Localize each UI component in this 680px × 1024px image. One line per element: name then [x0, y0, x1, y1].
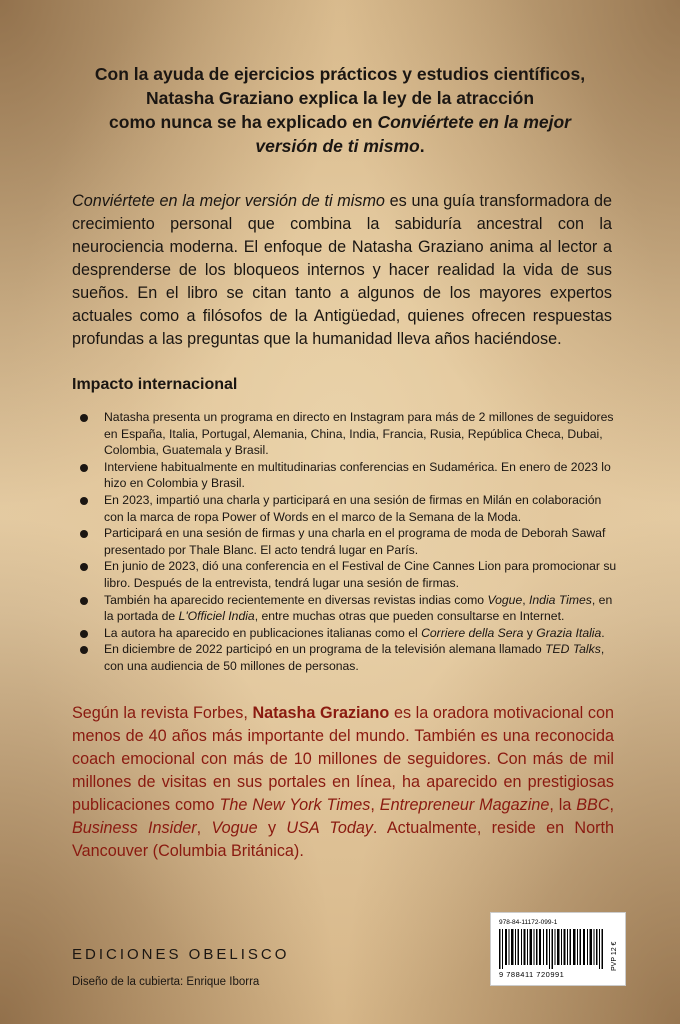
- bio-text: Según la revista Forbes,: [72, 704, 253, 722]
- separator: , la: [549, 796, 577, 814]
- separator: ,: [370, 796, 380, 814]
- pub-usa-today: USA Today: [286, 819, 373, 837]
- isbn-barcode: [490, 912, 626, 986]
- barcode-icon: [499, 929, 603, 969]
- list-item-text: En 2023, impartió una charla y participará en una sesión de firmas en Milán en colaboración con la marca de ropa Power of Words en el marco de la Semana de la Moda.: [104, 492, 602, 524]
- list-item: [92, 592, 622, 625]
- description-book-title: Conviértete en la mejor versión de ti mismo: [72, 192, 385, 210]
- impact-section-title: Impacto internacional: [72, 376, 238, 393]
- list-item-text: En junio de 2023, dió una conferencia en el Festival de Cine Cannes Lion para promocionar su libro. Después de la entrevista, tendrá lugar una sesión de firmas.: [104, 559, 617, 590]
- bullet-icon: [80, 646, 88, 654]
- barcode-digits: 9 788411 720991: [499, 970, 565, 979]
- magazine-lofficiel-india: L'Officiel India: [178, 609, 255, 624]
- list-item-text: También ha aparecido recientemente en diversas revistas indias como: [104, 592, 488, 607]
- pub-bbc: BBC: [576, 796, 610, 814]
- book-description: [72, 190, 612, 351]
- list-item-text: Interviene habitualmente en multitudinarias conferencias en Sudamérica. En enero de 2023 lo hizo en Colombia y Brasil.: [104, 459, 611, 491]
- separator: .: [601, 625, 605, 640]
- separator: y: [257, 819, 287, 837]
- isbn-number: 978-84-11172-099-1: [499, 919, 558, 926]
- author-bio: [72, 702, 614, 863]
- bullet-icon: [80, 630, 88, 638]
- list-item: [92, 492, 622, 525]
- list-item: [92, 525, 622, 558]
- list-item-text: Natasha presenta un programa en directo en Instagram para más de 2 millones de seguidores en España, Italia, Portugal, Alemania, China, India, Francia, Rusia, República Checa, Dubai, Colombia, Guatemala y Brasil.: [104, 410, 614, 458]
- separator: ,: [196, 819, 212, 837]
- list-item-text: , entre muchas otras que pueden consultarse en Internet.: [254, 609, 565, 624]
- pub-entrepreneur: Entrepreneur Magazine: [379, 796, 550, 814]
- price-label: PVP 12 €: [611, 941, 618, 971]
- bullet-icon: [80, 414, 88, 422]
- show-ted-talks: TED Talks: [545, 642, 601, 657]
- bullet-icon: [80, 563, 88, 571]
- pub-business-insider: Business Insider: [72, 819, 197, 837]
- intro-line-2: Natasha Graziano explica la ley de la atracción: [145, 88, 535, 108]
- newspaper-corriere: Corriere della Sera: [421, 625, 524, 640]
- cover-design-credit: Diseño de la cubierta: Enrique Iborra: [72, 976, 260, 988]
- separator: ,: [609, 796, 615, 814]
- bullet-icon: [80, 497, 88, 505]
- list-item-text: , en la portada de: [104, 592, 613, 624]
- list-item: [92, 409, 622, 459]
- list-item-text: Participará en una sesión de firmas y una charla en el programa de moda de Deborah Sawaf presentado por Thale Blanc. El acto tendrá lugar en París.: [104, 526, 606, 557]
- author-name: Natasha Graziano: [252, 704, 390, 722]
- publisher-name: EDICIONES OBELISCO: [72, 946, 290, 963]
- list-item-text: , con una audiencia de 50 millones de personas.: [104, 642, 605, 673]
- magazine-grazia: Grazia Italia: [536, 625, 602, 640]
- bullet-icon: [80, 597, 88, 605]
- intro-line-1: Con la ayuda de ejercicios prácticos y estudios científicos,: [94, 64, 586, 84]
- bullet-icon: [80, 464, 88, 472]
- intro-period: .: [419, 136, 425, 156]
- description-text: es una guía transformadora de crecimiento personal que combina la sabiduría ancestral con la neurociencia moderna. El enfoque de Natasha Graziano anima al lector a desprenderse de los bloqueos internos y hacer realidad la vida de sus sueños. En el libro se citan tanto a algunos de los mayores expertos actuales como a filósofos de la Antigüedad, quienes ofrecen respuestas profundas a las preguntas que la humanidad lleva años haciéndose.: [72, 192, 612, 348]
- pub-vogue: Vogue: [211, 819, 258, 837]
- list-item: [92, 625, 622, 642]
- intro-book-title-part2: versión de ti mismo: [255, 136, 420, 156]
- list-item: [92, 459, 622, 492]
- list-item-text: En diciembre de 2022 participó en un programa de la televisión alemana llamado: [104, 642, 546, 657]
- list-item-text: La autora ha aparecido en publicaciones italianas como el: [104, 625, 422, 640]
- intro-headline: [60, 62, 620, 158]
- magazine-vogue: Vogue: [487, 592, 523, 607]
- intro-book-title-part1: Conviértete en la mejor: [377, 112, 571, 132]
- list-item: [92, 641, 622, 674]
- bio-text: . Actualmente, reside en North Vancouver (Columbia Británica).: [72, 819, 614, 860]
- bullet-icon: [80, 530, 88, 538]
- list-item: [92, 558, 622, 591]
- impact-list: [92, 409, 622, 675]
- intro-line-3: como nunca se ha explicado en: [109, 112, 378, 132]
- pub-nyt: The New York Times: [219, 796, 371, 814]
- separator: ,: [522, 592, 530, 607]
- magazine-india-times: India Times: [529, 592, 592, 607]
- bio-text: es la oradora motivacional con menos de 40 años más importante del mundo. También es una reconocida coach emocional con más de 10 millones de seguidores. Con más de mil millones de visitas en sus portales en línea, ha aparecido en prestigiosas publicaciones como: [72, 704, 614, 814]
- separator: y: [523, 625, 537, 640]
